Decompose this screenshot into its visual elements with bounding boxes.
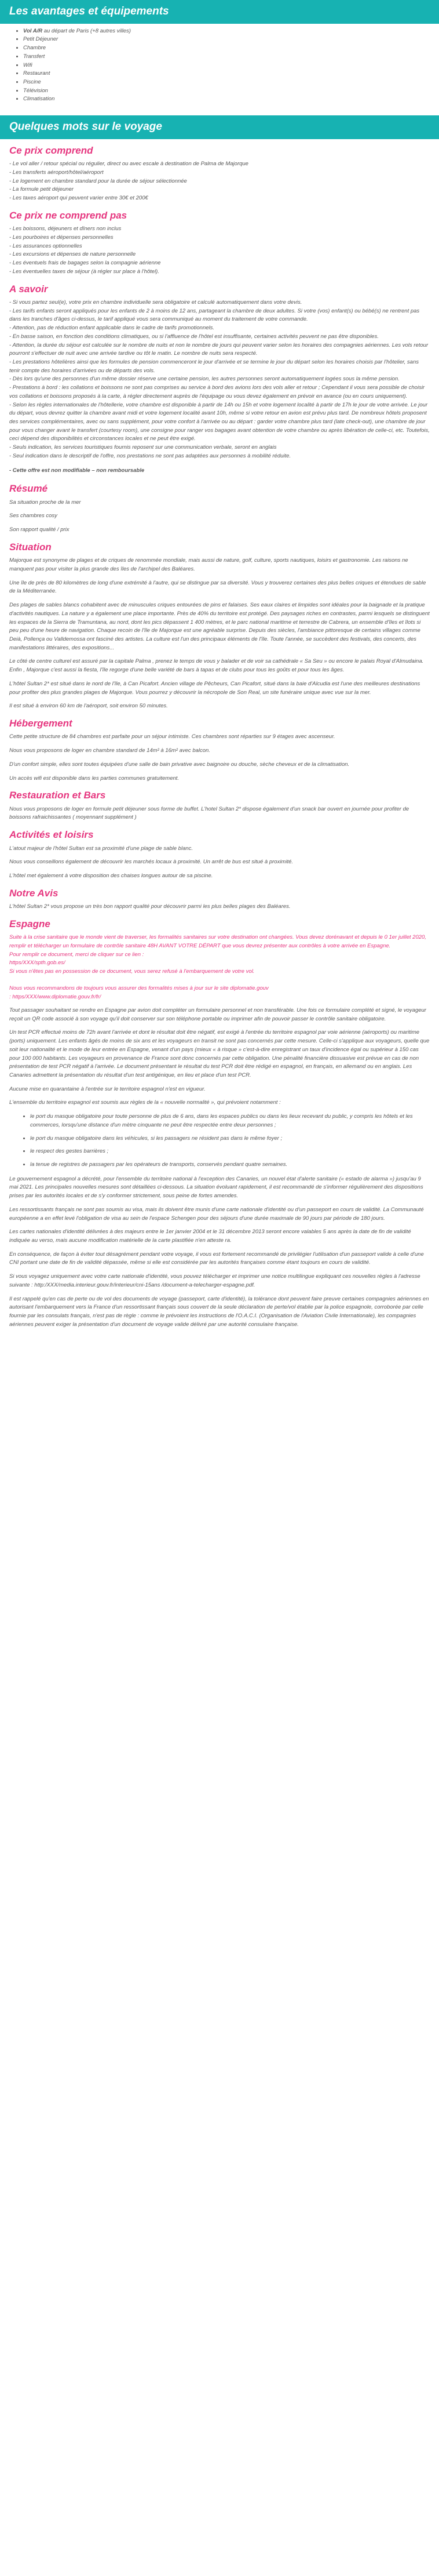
paragraph: - Les transferts aéroport/hôtel/aéroport	[9, 169, 104, 176]
non-refundable-note: - Cette offre est non modifiable – non remboursable	[9, 467, 145, 474]
alert-paragraph	[9, 976, 430, 985]
feature-item	[23, 27, 439, 36]
paragraph: L'hôtel Sultan 2* vous propose un très bon rapport qualité pour découvrir parmi les plus belles plages des Baléares.	[9, 903, 291, 910]
paragraph: - Prestations à bord : les collations et boissons ne sont pas comprises au service à bord des avions lors des vols aller et retour ; Cependant il vous sera possible de choisir vos collations et boissons proposés à la carte, à régler directement auprès de l'équipage ou vous devez également en prévoir en avance (ou en cours uniquement).	[9, 384, 425, 399]
feature-item	[23, 35, 439, 44]
paragraph: Sa situation proche de la mer	[9, 499, 81, 506]
paragraph: Des plages de sables blancs cohabitent avec de minuscules criques entourées de pins et falaises. Ses eaux claires et limpides sont idéales pour la baignade et la pratique d'activités nautiques. La nature y a également une place importante. Près de 40% du territoire est protégé. Des paysages riches en contrastes, parmi lesquels se distinguent les espaces de la Sierra de Tramuntana, au nord, dont les pics dépassent 1 400 mètres, et le parc national maritime et terrestre de Cabrera, un ensemble d'îles et îlots si peu peu d'une heure de navigation. Chaque recoin de l'île de Majorque est une agréable surprise. Depuis des siècles, l'ambiance pittoresque de certains villages comme Deià, Pollença ou Valldemossa ont fasciné des artistes. La culture est l'un des principaux éléments de l'île. Toute l'année, se succèdent des festivals, des concerts, des manifestations littéraires, des expositions...	[9, 602, 430, 651]
know-title: A savoir	[9, 283, 48, 295]
paragraph: Les ressortissants français ne sont pas soumis au visa, mais ils doivent être munis d'une carte nationale d'identité ou d'un passeport en cours de validité. La Communauté européenne a en effet levé l'obligation de visa au sein de l'espace Schengen pour des séjours d'une durée maximale de 90 jours par période de 180 jours.	[9, 1206, 424, 1222]
resto-text	[9, 805, 430, 822]
feature-item-label: Piscine	[23, 79, 41, 85]
paragraph: - Seul indication dans le descriptif de l'offre, nos prestations ne sont pas adaptées aux personnes à mobilité réduite.	[9, 452, 291, 459]
features-list	[0, 24, 439, 110]
feature-item	[23, 44, 439, 53]
activites-title: Activités et loisirs	[9, 829, 94, 841]
paragraph: - Selon les règles internationales de l'hôtellerie, votre chambre est disponible à partir de 14h ou 15h et votre logement localité à partir de 17h le jour de votre arrivée. Le jour du départ, vous devrez quitter la chambre avant midi et votre logement localité avant 10h, même si votre retour en avion est prévu plus tard. De nombreux hôtels proposent des services complémentaires, avec ou sans supplément, pour votre confort à l'arrivée ou au départ : garder votre chambre plus tard (late check-out), une chambre de jour pour vous changer avant le transfert (courtesy room), une consigne pour ranger vos bagages avant obtention de votre chambre ou après libération de celle-ci, etc. Toutefois, ceci dépend des disponibilités et circonstances locales et ne peut être exigé.	[9, 401, 430, 442]
paragraph: Si vous voyagez uniquement avec votre carte nationale d'identité, vous pouvez télécharger et imprimer une notice multilingue expliquant ces nouvelles règles à l'adresse suivante : http:/XXX/media.interieur.gouv.fr/interieur/cni-15ans /document-a-telecharger-espagne.pdf.	[9, 1273, 420, 1288]
paragraph: - Les assurances optionnelles	[9, 242, 82, 249]
trip-content	[0, 139, 439, 1354]
feature-item-label: Transfert	[23, 53, 45, 60]
rule-item: • le port du masque obligatoire dans les véhicules, si les passagers ne résident pas dans le même foyer ;	[30, 1135, 430, 1143]
paragraph: - Le vol aller / retour spécial ou régulier, direct ou avec escale à destination de Palma de Majorque	[9, 161, 248, 168]
avis-title: Notre Avis	[9, 887, 58, 899]
paragraph: Tout passager souhaitant se rendre en Espagne par avion doit compléter un formulaire personnel et non transférable. Une fois ce formulaire complété et signé, le voyageur reçoit un QR code associé à son voyage qu'il doit conserver sur son téléphone portable ou imprimer afin de pouvoir passer le contrôle sanitaire obligatoire.	[9, 1007, 426, 1022]
feature-item	[23, 95, 439, 104]
trip-banner: Quelques mots sur le voyage	[0, 115, 439, 139]
know-list	[9, 299, 430, 461]
link-text[interactable]: : https/XXX/www.diplomatie.gouv.fr/fr/	[9, 994, 101, 1001]
paragraph: - Dès lors qu'une des personnes d'un même dossier réserve une certaine pension, les autres personnes seront automatiquement logées sous la même pension.	[9, 376, 400, 383]
feature-item	[23, 87, 439, 96]
feature-item	[23, 78, 439, 87]
hebergement-title: Hébergement	[9, 718, 72, 729]
feature-item-label: Télévision	[23, 87, 48, 94]
feature-item-label: Wifi	[23, 61, 32, 68]
activites-text	[9, 845, 430, 881]
alert-paragraph: Nous vous recommandons de toujours vous assurer des formalités mises à jour sur le site diplomatie.gouv	[9, 985, 269, 992]
feature-item	[23, 53, 439, 61]
situation-title: Situation	[9, 541, 52, 553]
alert-paragraph: Si vous n'êtes pas en possession de ce document, vous serez refusé à l'embarquement de votre vol.	[9, 968, 255, 975]
excluded-title: Ce prix ne comprend pas	[9, 209, 127, 221]
paragraph: Il est situé à environ 60 km de l'aéroport, soit environ 50 minutes.	[9, 703, 168, 710]
summary-title: Résumé	[9, 483, 48, 495]
paragraph: - Seuls indication, les services touristiques fournis reposent sur une communication verbale, seront en anglais	[9, 444, 277, 451]
paragraph: Les cartes nationales d'identité délivrées à des majeurs entre le 1er janvier 2004 et le 31 décembre 2013 seront encore valables 5 ans après la date de fin de validité indiquée au verso, mais aucune modification matérielle de la carte plastifiée n'en atteste ra.	[9, 1229, 411, 1244]
paragraph: Le côté de centre culturel est assuré par la capitale Palma , prenez le temps de vous y balader et de voir sa cathédrale « Sa Seu » ou encore le palais Royal d'Almudaina. Enfin , Majorque c'est aussi la fiesta, l'île regorge d'une belle variété de bars à tapas et de clubs pour tous les goûts et pour tous les âges.	[9, 658, 424, 674]
rule-item: • le port du masque obligatoire pour toute personne de plus de 6 ans, dans les espaces publics ou dans les lieux recevant du public, y compris les hôtels et les commerces, lorsqu'une distance d'un mètre cinquante ne peut être respectée entre deux personnes ;	[30, 1113, 430, 1129]
avis-text	[9, 903, 430, 911]
paragraph: Un test PCR effectué moins de 72h avant l'arrivée et dont le résultat doit être négatif, est exigé à l'entrée du territoire espagnol par voie aérienne (aéroports) ou maritime (ports) uniquement. Les enfants âgés de moins de six ans et les voyageurs en transit ne sont pas concernés par cette mesure. Celle-ci s'applique aux voyageurs, quelle que soit leur nationalité et le mode de leur entrée en Espagne, venant d'un pays (mieux « à risque » c'est-à-dire enregistrant un taux d'incidence égal ou supérieur à 150 cas pour 100 000 habitants. Les voyageurs en provenance de France sont donc concernés par cette obligation. Une pénalité financière dissuasive est prévue en cas de non présentation de test PCR négatif à l'arrivée. Le document présentant le résultat du test PCR doit être rédigé en espagnol, en français, en allemand ou en anglais. Les Canaries admettent la présentation du résultat d'un test antigénique, en lieu et place d'un test PCR.	[9, 1029, 430, 1078]
paragraph: Il est rappelé qu'en cas de perte ou de vol des documents de voyage (passeport, carte d'identité), la tolérance dont peuvent faire preuve certaines compagnies aériennes en autorisant l'embarquement vers la France d'un ressortissant français sous couvert de la seule déclaration de perte/vol établie par la police espagnole, corroborée par celle fournie par les consulats français, n'est pas de règle : comme le prévoient les instructions de l'O.A.C.I. (Organisation de l'Aviation Civile Internationale), les compagnies aériennes peuvent exiger la présentation d'un document de voyage valide délivré par une autorité consulaire française.	[9, 1295, 429, 1328]
paragraph: - Les excursions et dépenses de nature personnelle	[9, 251, 136, 258]
espagne-text	[9, 1007, 430, 1107]
paragraph: - Si vous partez seul(e), votre prix en chambre individuelle sera obligatoire et calculé automatiquement dans votre devis.	[9, 299, 302, 306]
paragraph: - Les prestations hôtelières ainsi que les formules de pension commenceront le jour d'arrivée et se termine le jour du départ selon les horaires choisis par l'hôtelier, sans tenir compte des horaires d'arrivées ou de départs des vols.	[9, 358, 419, 374]
paragraph: - Les boissons, déjeuners et dîners non inclus	[9, 226, 122, 232]
paragraph: Majorque est synonyme de plages et de criques de renommée mondiale, mais aussi de nature, golf, culture, sports nautiques, loisirs et gastronomie. Les raisons ne manquent pas pour visiter la plus grande des îles de l'archipel des Baléares.	[9, 557, 408, 572]
paragraph: Le gouvernement espagnol a décrété, pour l'ensemble du territoire national à l'exception des Canaries, un nouvel état d'alerte sanitaire (« estado de alarma ») jusqu'au 9 mai 2021. Les principales nouvelles mesures sont détaillées ci-dessous. La situation évoluant rapidement, il est recommandé de s'informer régulièrement des dispositions prises par les autorités locales et de s'y conformer strictement, sous peine de fortes amendes.	[9, 1175, 423, 1200]
feature-item-bold: Vol A/R	[23, 27, 43, 34]
paragraph: L'hôtel Sultan 2* est situé dans le nord de l'île, à Can Picafort. Ancien village de Pêcheurs, Can Picafort, situé dans la baie d'Alcudia est l'une des meilleures destinations pour profiter des plus grandes plages de Majorque. Vous pourrez y découvrir la nécropole de Son Real, un site funéraire unique avec vue sur la mer.	[9, 680, 420, 696]
rule-item: • le respect des gestes barrières ;	[30, 1147, 430, 1156]
paragraph: Cette petite structure de 84 chambres est parfaite pour un séjour intimiste. Ces chambres sont réparties sur 9 étages avec ascenseur.	[9, 733, 335, 740]
paragraph: - Les pourboires et dépenses personnelles	[9, 234, 114, 241]
resto-title: Restauration et Bars	[9, 790, 106, 801]
feature-item-label: Restaurant	[23, 70, 50, 77]
paragraph: Son rapport qualité / prix	[9, 526, 69, 533]
alert-paragraph: Suite à la crise sanitaire que le monde vient de traverser, les formalités sanitaires sur votre destination ont changées. Vous devez dorénavant et depuis le 0 1er juillet 2020, remplir et télécharger un formulaire de contrôle sanitaire 48H AVANT VOTRE DÉPART que vous devrez présenter aux contrôles à votre arrivée en Espagne.	[9, 934, 426, 949]
feature-item	[23, 70, 439, 78]
situation-text	[9, 557, 430, 711]
paragraph: Nous vous proposons de loger en formule petit déjeuner sous forme de buffet. L'hotel Sultan 2* dispose également d'un snack bar ouvert en journée pour profiter de boissons rafraichissantes ( moyennant supplément )	[9, 805, 409, 821]
paragraph: Ses chambres cosy	[9, 513, 57, 519]
paragraph: Un accès wifi est disponible dans les parties communes gratuitement.	[9, 775, 180, 782]
paragraph: Nous vous proposons de loger en chambre standard de 14m² à 16m² avec balcon.	[9, 747, 210, 754]
paragraph: D'un confort simple, elles sont toutes équipées d'une salle de bain privative avec baignoire ou douche, sèche cheveux et de la climatisation.	[9, 761, 350, 768]
espagne-title: Espagne	[9, 918, 50, 929]
feature-item-label: Climatisation	[23, 96, 55, 103]
paragraph: - Le logement en chambre standard pour la durée de séjour sélectionnée	[9, 177, 187, 184]
feature-item	[23, 61, 439, 70]
feature-item-label: au départ de Paris (+8 autres villes)	[42, 27, 131, 34]
included-list	[9, 160, 430, 203]
paragraph: Aucune mise en quarantaine à l'entrée sur le territoire espagnol n'est en vigueur.	[9, 1085, 206, 1092]
feature-item-label: Petit Déjeuner	[23, 36, 58, 43]
features-banner: Les avantages et équipements	[0, 0, 439, 24]
link-text[interactable]: https/XXX/spth.gob.es/	[9, 960, 65, 967]
feature-item-label: Chambre	[23, 45, 46, 52]
paragraph: L'hôtel met également à votre disposition des chaises longues autour de sa piscine.	[9, 872, 213, 879]
summary-list	[9, 499, 430, 535]
alert-paragraph: Pour remplir ce document, merci de cliquer sur ce lien :	[9, 951, 144, 958]
paragraph: L'atout majeur de l'hôtel Sultan est sa proximité d'une plage de sable blanc.	[9, 845, 193, 852]
paragraph: - Les éventuels frais de bagages selon la compagnie aérienne	[9, 260, 161, 267]
paragraph: - Attention, la durée du séjour est calculée sur le nombre de nuits et non le nombre de jours qui peuvent varier selon les horaires des compagnies aériennes. Les vols retour pourront s'effectuer de nuit avec une arrivée tardive ou tôt le matin. Le nombre de nuits sera respecté.	[9, 341, 429, 357]
espagne-rules-list	[9, 1113, 430, 1169]
paragraph: - En basse saison, en fonction des conditions climatiques, ou si l'affluence de l'hôtel est insuffisante, certaines activités peuvent ne pas être disponibles.	[9, 333, 379, 340]
paragraph: L'ensemble du territoire espagnol est soumis aux règles de la « nouvelle normalité », qui prévoient notamment :	[9, 1099, 281, 1106]
hebergement-text	[9, 733, 430, 783]
paragraph: - Les tarifs enfants seront appliqués pour les enfants de 2 à moins de 12 ans, partageant la chambre de deux adultes. Si votre (vos) enfant(s) ou bébé(s) ne rentrent pas dans les tranches d'âges ci-dessus, le tarif appliqué vous sera communiqué au moment du traitement de votre commande.	[9, 307, 420, 323]
paragraph: Nous vous conseillons également de découvrir les marchés locaux à proximité. Un arrêt de bus est situé à proximité.	[9, 859, 294, 866]
paragraph: Une île de près de 80 kilomètres de long d'une extrémité à l'autre, qui se distingue par sa diversité. Vous y trouverez certaines des plus belles criques et étendues de sable de la Méditerranée.	[9, 579, 426, 595]
paragraph: En conséquence, de façon à éviter tout désagrément pendant votre voyage, il vous est fortement recommandé de privilégier l'utilisation d'un passeport valide à celle d'une CNI portant une date de fin de validité dépassée, même si elle est considérée par les autorités françaises comme étant toujours en cours de validité.	[9, 1251, 424, 1266]
included-title: Ce prix comprend	[9, 144, 93, 156]
espagne-alert	[9, 933, 430, 1002]
espagne-end-text	[9, 1175, 430, 1329]
paragraph: - La formule petit déjeuner	[9, 186, 74, 193]
paragraph: - Les taxes aéroport qui peuvent varier entre 30€ et 200€	[9, 195, 148, 202]
paragraph: - Attention, pas de réduction enfant applicable dans le cadre de tarifs promotionnels.	[9, 325, 215, 332]
paragraph: - Les éventuelles taxes de séjour (à régler sur place à l'hôtel).	[9, 268, 159, 275]
rule-item: • la tenue de registres de passagers par les opérateurs de transports, conservés pendant quatre semaines.	[30, 1161, 430, 1169]
excluded-list	[9, 225, 430, 276]
